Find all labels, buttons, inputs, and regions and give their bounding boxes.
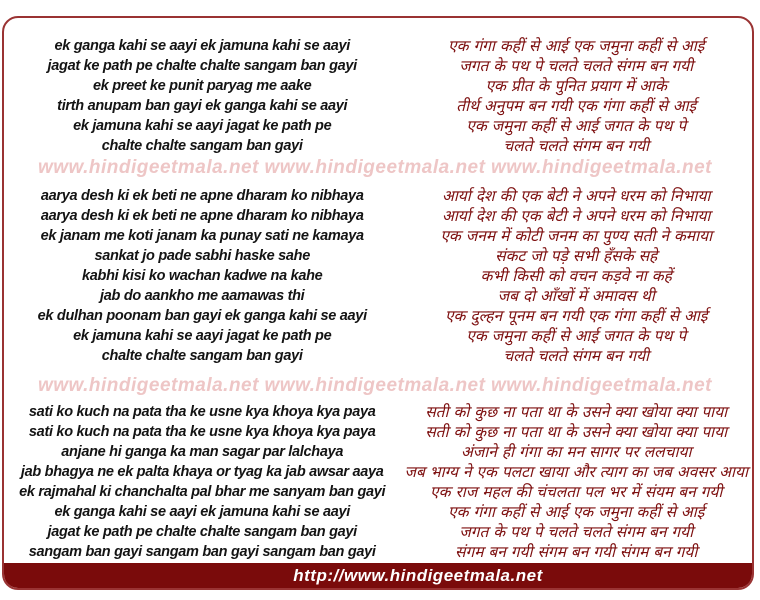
lyric-line: जब भाग्य ने एक पलटा खाया और त्याग का जब अवसर आया	[404, 463, 748, 481]
watermark-text: www.hindigeetmala.net	[38, 375, 259, 396]
lyric-line: एक दुल्हन पूनम बन गयी एक गंगा कहीं से आई	[444, 307, 708, 325]
lyric-line: tirth anupam ban gayi ek ganga kahi se aayi	[57, 98, 348, 114]
lyric-line: चलते चलते संगम बन गयी	[503, 137, 650, 155]
lyric-line: सती को कुछ ना पता था के उसने क्या खोया क्या पाया	[425, 423, 728, 441]
stanza-row-3	[4, 402, 752, 562]
lyric-line: एक प्रीत के पुनित प्रयाग में आके	[485, 77, 667, 95]
lyric-line: अंजाने ही गंगा का मन सागर पर ललचाया	[460, 443, 692, 461]
lyric-line: aarya desh ki ek beti ne apne dharam ko nibhaya	[40, 208, 364, 224]
lyric-line: anjane hi ganga ka man sagar par lalchaya	[61, 444, 344, 460]
lyric-line: ek janam me koti janam ka punay sati ne kamaya	[40, 228, 364, 244]
watermark-text: www.hindigeetmala.net	[38, 157, 259, 178]
lyric-line: तीर्थ अनुपम बन गयी एक गंगा कहीं से आई	[456, 97, 697, 115]
hindi-lyrics-stanza-2	[400, 186, 752, 366]
hindi-lyrics-stanza-3	[400, 402, 752, 562]
watermark-text: www.hindigeetmala.net	[491, 375, 712, 396]
lyric-line: aarya desh ki ek beti ne apne dharam ko nibhaya	[40, 188, 364, 204]
lyric-line: ek jamuna kahi se aayi jagat ke path pe	[73, 118, 332, 134]
hindi-lyrics-stanza-1	[400, 36, 752, 156]
lyric-line: जब दो आँखों में अमावस थी	[497, 287, 655, 305]
lyric-line: ek rajmahal ki chanchalta pal bhar me sanyam ban gayi	[19, 484, 386, 500]
lyric-line: एक जनम में कोटी जनम का पुण्य सती ने कमाया	[440, 227, 713, 245]
lyric-line: एक गंगा कहीं से आई एक जमुना कहीं से आई	[448, 503, 705, 521]
lyric-line: jab do aankho me aamawas thi	[100, 288, 305, 304]
watermark-text: www.hindigeetmala.net	[264, 375, 486, 396]
lyric-line: जगत के पथ पे चलते चलते संगम बन गयी	[459, 523, 694, 541]
lyric-line: chalte chalte sangam ban gayi	[101, 348, 303, 364]
lyric-line: कभी किसी को वचन कड़वे ना कहें	[480, 267, 672, 285]
lyric-line: एक राज महल की चंचलता पल भर में संयम बन गयी	[430, 483, 723, 501]
english-lyrics-stanza-3	[4, 402, 400, 562]
lyric-line: ek ganga kahi se aayi ek jamuna kahi se aayi	[54, 504, 350, 520]
lyric-line: एक जमुना कहीं से आई जगत के पथ पे	[466, 327, 687, 345]
english-lyrics-stanza-1	[4, 36, 400, 156]
lyric-line: संकट जो पड़े सभी हँसके सहे	[495, 247, 658, 265]
lyric-line: आर्या देश की एक बेटी ने अपने धरम को निभाया	[441, 187, 711, 205]
stanza-row-2	[4, 186, 752, 366]
lyric-line: जगत के पथ पे चलते चलते संगम बन गयी	[459, 57, 694, 75]
lyric-line: ek dulhan poonam ban gayi ek ganga kahi se aayi	[37, 308, 367, 324]
lyric-line: chalte chalte sangam ban gayi	[101, 138, 303, 154]
lyric-line: सती को कुछ ना पता था के उसने क्या खोया क्या पाया	[425, 403, 728, 421]
lyric-line: चलते चलते संगम बन गयी	[503, 347, 650, 365]
lyric-line: jagat ke path pe chalte chalte sangam ban gayi	[47, 58, 357, 74]
footer-bar	[4, 563, 752, 588]
lyric-line: sangam ban gayi sangam ban gayi sangam ban gayi	[28, 544, 376, 560]
lyric-line: jab bhagya ne ek palta khaya or tyag ka jab awsar aaya	[20, 464, 384, 480]
lyric-line: एक जमुना कहीं से आई जगत के पथ पे	[466, 117, 687, 135]
lyric-line: kabhi kisi ko wachan kadwe na kahe	[82, 268, 323, 284]
lyric-line: sati ko kuch na pata tha ke usne kya khoya kya paya	[28, 404, 376, 420]
watermark-row-2	[4, 374, 752, 398]
lyric-line: jagat ke path pe chalte chalte sangam ban gayi	[47, 524, 357, 540]
lyric-line: संगम बन गयी संगम बन गयी संगम बन गयी	[455, 543, 698, 561]
lyric-line: एक गंगा कहीं से आई एक जमुना कहीं से आई	[448, 37, 705, 55]
lyric-line: ek preet ke punit paryag me aake	[92, 78, 312, 94]
lyric-line: ek jamuna kahi se aayi jagat ke path pe	[73, 328, 332, 344]
footer-url: http://www.hindigeetmala.net	[293, 566, 543, 585]
lyrics-frame	[2, 16, 754, 590]
watermark-text: www.hindigeetmala.net	[264, 157, 486, 178]
lyric-line: ek ganga kahi se aayi ek jamuna kahi se aayi	[54, 38, 350, 54]
lyric-line: आर्या देश की एक बेटी ने अपने धरम को निभाया	[441, 207, 711, 225]
english-lyrics-stanza-2	[4, 186, 400, 366]
stanza-row-1	[4, 36, 752, 156]
lyric-line: sankat jo pade sabhi haske sahe	[94, 248, 310, 264]
lyric-line: sati ko kuch na pata tha ke usne kya khoya kya paya	[28, 424, 376, 440]
watermark-row-1	[4, 156, 752, 180]
watermark-text: www.hindigeetmala.net	[491, 157, 712, 178]
top-padding	[4, 18, 752, 36]
